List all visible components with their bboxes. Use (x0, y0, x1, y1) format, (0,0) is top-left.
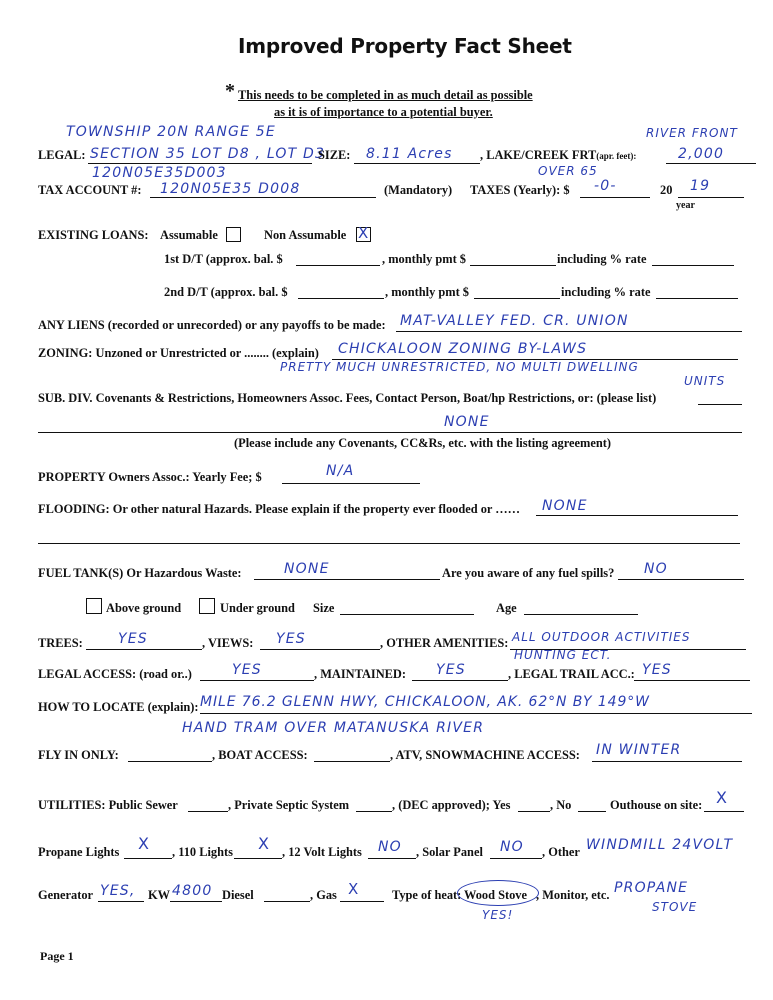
other-power-value[interactable]: WINDMILL 24VOLT (586, 837, 734, 853)
assumable-label: Assumable (160, 228, 218, 242)
liens-value[interactable]: MAT-VALLEY FED. CR. UNION (400, 313, 629, 329)
utilities-label: UTILITIES: Public Sewer (38, 798, 178, 812)
legal-access-value[interactable]: YES (232, 662, 262, 678)
trees-value[interactable]: YES (118, 631, 148, 647)
mandatory-label: (Mandatory) (384, 183, 453, 197)
flooding-value[interactable]: NONE (542, 498, 588, 514)
legal-river-front-handwriting: RIVER FRONT (646, 126, 738, 140)
taxes-label: TAXES (Yearly): $ (470, 183, 570, 197)
zoning-value[interactable]: CHICKALOON ZONING BY-LAWS (338, 341, 588, 357)
legal-trail-label: , LEGAL TRAIL ACC.: (508, 667, 635, 681)
fuel-spills-label: Are you aware of any fuel spills? (442, 566, 615, 580)
size-label: SIZE: (318, 148, 351, 162)
propane-lights-label: Propane Lights (38, 845, 120, 859)
page-number: Page 1 (40, 949, 74, 963)
zoning-label: ZONING: Unzoned or Unrestricted or ........ (explain) (38, 346, 319, 360)
heat-type-value-line-2: STOVE (652, 900, 698, 914)
atv-access-value[interactable]: IN WINTER (596, 742, 682, 758)
subdiv-value[interactable]: NONE (444, 414, 490, 430)
over-65-handwriting: OVER 65 (538, 164, 598, 178)
amenities-value-line-2: HUNTING ECT. (514, 648, 612, 662)
existing-loans-label: EXISTING LOANS: (38, 228, 149, 242)
under-ground-checkbox[interactable] (199, 598, 215, 614)
legal-value[interactable]: SECTION 35 LOT D8 , LOT D3 (90, 146, 326, 162)
first-dt-rate-label: including % rate (557, 252, 647, 266)
wood-stove-circle (457, 880, 539, 906)
legal-trail-value[interactable]: YES (642, 662, 672, 678)
how-to-locate-value-line-2: HAND TRAM OVER MATANUSKA RIVER (182, 720, 485, 736)
assumable-checkbox[interactable] (226, 227, 241, 242)
propane-lights-value[interactable]: X (138, 834, 149, 853)
heat-type-label: Type of heat: (392, 888, 462, 902)
tax-account-value[interactable]: 120N05E35 D008 (160, 181, 301, 197)
lake-creek-label: , LAKE/CREEK FRT(apr. feet): (480, 148, 637, 162)
subdiv-note: (Please include any Covenants, CC&Rs, etc. with the listing agreement) (234, 436, 611, 450)
heat-type-rest: , Monitor, etc. (536, 888, 610, 902)
year-caption: year (676, 200, 695, 211)
year-prefix: 20 (660, 183, 673, 197)
first-dt-label: 1st D/T (approx. bal. $ (164, 252, 283, 266)
utilities-no-label: , No (550, 798, 572, 812)
notice-asterisk: * (225, 80, 235, 102)
zoning-value-line-2: PRETTY MUCH UNRESTRICTED, NO MULTI DWELLING (280, 360, 639, 374)
under-ground-label: Under ground (220, 601, 295, 615)
zoning-value-line-3: UNITS (684, 374, 726, 388)
solar-panel-value[interactable]: NO (500, 839, 524, 855)
110-lights-label: , 110 Lights (172, 845, 233, 859)
generator-label: Generator (38, 888, 94, 902)
fuel-spills-value[interactable]: NO (644, 561, 668, 577)
outhouse-value[interactable]: X (716, 788, 727, 807)
wood-stove-yes: YES! (482, 908, 514, 922)
kw-label: KW (148, 888, 171, 902)
views-label: , VIEWS: (202, 636, 254, 650)
wood-stove-option[interactable]: Wood Stove (464, 888, 527, 902)
taxes-value[interactable]: -0- (594, 178, 617, 194)
tank-size-label: Size (313, 601, 335, 615)
how-to-locate-value[interactable]: MILE 76.2 GLENN HWY, CHICKALOON, AK. 62°N BY 149°W (200, 694, 650, 710)
trees-label: TREES: (38, 636, 83, 650)
solar-panel-label: , Solar Panel (416, 845, 483, 859)
maintained-value[interactable]: YES (436, 662, 466, 678)
owners-assoc-label: PROPERTY Owners Assoc.: Yearly Fee; $ (38, 470, 262, 484)
fly-in-only-label: FLY IN ONLY: (38, 748, 119, 762)
gas-value[interactable]: X (348, 880, 359, 898)
diesel-label: Diesel (222, 888, 254, 902)
boat-access-label: , BOAT ACCESS: (212, 748, 308, 762)
first-dt-monthly-label: , monthly pmt $ (382, 252, 466, 266)
notice-line-2: as it is of importance to a potential buyer. (274, 105, 493, 119)
110-lights-value[interactable]: X (258, 834, 269, 853)
second-dt-label: 2nd D/T (approx. bal. $ (164, 285, 288, 299)
tax-account-label: TAX ACCOUNT #: (38, 183, 142, 197)
kw-value[interactable]: 4800 (172, 883, 213, 899)
subdiv-label: SUB. DIV. Covenants & Restrictions, Homeowners Assoc. Fees, Contact Person, Boat/hp Restrictions, or: (please list) (38, 391, 657, 405)
legal-access-label: LEGAL ACCESS: (road or..) (38, 667, 192, 681)
legal-township-handwriting: TOWNSHIP 20N RANGE 5E (66, 124, 276, 140)
size-value[interactable]: 8.11 Acres (366, 146, 453, 162)
page-title: Improved Property Fact Sheet (238, 34, 572, 58)
gas-label: , Gas (310, 888, 337, 902)
fuel-tank-value[interactable]: NONE (284, 561, 330, 577)
12-volt-lights-value[interactable]: NO (378, 839, 402, 855)
non-assumable-label: Non Assumable (264, 228, 347, 242)
notice-line-1: This needs to be completed in as much detail as possible (238, 88, 533, 102)
owners-assoc-fee-value[interactable]: N/A (326, 463, 355, 479)
non-assumable-check-mark: X (358, 224, 369, 242)
fuel-tank-label: FUEL TANK(S) Or Hazardous Waste: (38, 566, 242, 580)
maintained-label: , MAINTAINED: (314, 667, 407, 681)
generator-value[interactable]: YES, (100, 883, 136, 899)
heat-type-value[interactable]: PROPANE (614, 880, 689, 896)
second-dt-monthly-label: , monthly pmt $ (385, 285, 469, 299)
other-power-label: , Other (542, 845, 580, 859)
tank-age-label: Age (496, 601, 517, 615)
tax-account-handwriting-above: 120N05E35D003 (92, 165, 227, 181)
lake-frontage-value[interactable]: 2,000 (678, 146, 725, 162)
dec-approved-label: , (DEC approved); Yes (392, 798, 511, 812)
private-septic-label: , Private Septic System (228, 798, 350, 812)
second-dt-rate-label: including % rate (561, 285, 651, 299)
outhouse-label: Outhouse on site: (610, 798, 703, 812)
how-to-locate-label: HOW TO LOCATE (explain): (38, 700, 199, 714)
atv-access-label: , ATV, SNOWMACHINE ACCESS: (390, 748, 580, 762)
legal-label: LEGAL: (38, 148, 86, 162)
flooding-label: FLOODING: Or other natural Hazards. Please explain if the property ever flooded or …… (38, 502, 521, 516)
year-value[interactable]: 19 (690, 178, 711, 194)
amenities-label: , OTHER AMENITIES: (380, 636, 509, 650)
amenities-value[interactable]: ALL OUTDOOR ACTIVITIES (512, 630, 691, 644)
liens-label: ANY LIENS (recorded or unrecorded) or any payoffs to be made: (38, 318, 386, 332)
12-volt-lights-label: , 12 Volt Lights (282, 845, 362, 859)
views-value[interactable]: YES (276, 631, 306, 647)
above-ground-checkbox[interactable] (86, 598, 102, 614)
above-ground-label: Above ground (106, 601, 182, 615)
